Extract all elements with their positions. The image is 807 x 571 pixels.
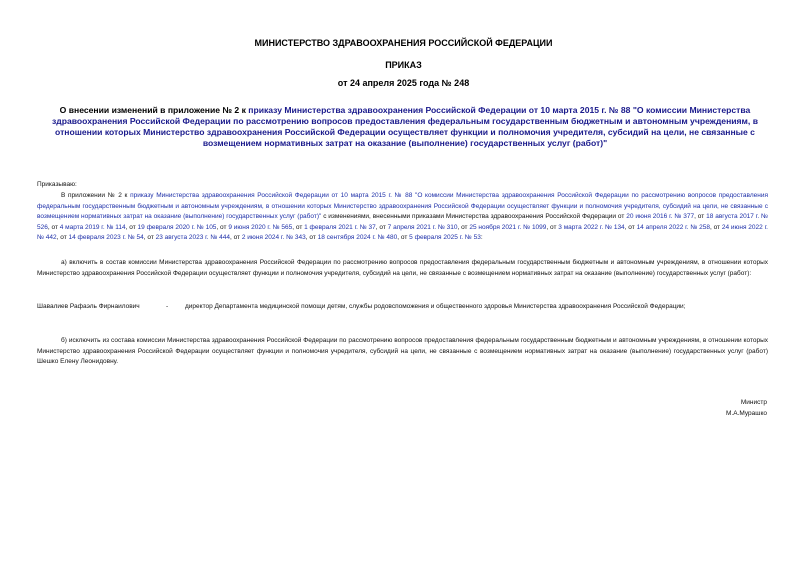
amendment-link[interactable]: 1 февраля 2021 г. № 37 [304, 223, 376, 231]
amendment-separator: , от [397, 234, 410, 241]
amendment-link[interactable]: 14 апреля 2022 г. № 258 [636, 223, 710, 231]
amendment-link[interactable]: 18 августа 2017 г. № 526 [37, 213, 768, 231]
order-preamble: Приказываю: [37, 181, 77, 188]
amendment-link[interactable]: 5 февраля 2025 г. № 53 [409, 234, 481, 241]
amendment-separator: , от [56, 234, 69, 241]
amendment-link[interactable]: 2 июня 2024 г. № 343 [241, 234, 306, 241]
amendment-link[interactable]: 24 июня 2022 г. № 442 [37, 223, 768, 241]
order-title-link[interactable]: приказу Министерства здравоохранения Российской Федерации от 10 марта 2015 г. № 88 "О комиссии Министерства здравоохранения Российской Федерации по рассмотрению вопросов предоставления федеральным государственным бюджетным и автономным учреждениям, в отношении которых Министерство здравоохранения Российской Федерации осуществляет функции и полномочия учредителя, субсидий на цели, не связанные с возмещением нормативных затрат на оказание (выполнение) государственных услуг (работ)" [52, 105, 758, 148]
signer-name: М.А.Мурашко [725, 410, 767, 417]
amendment-separator: , от [624, 223, 637, 231]
order-heading: ПРИКАЗ [385, 60, 422, 70]
amendment-link[interactable]: 3 марта 2022 г. № 134 [558, 223, 625, 231]
paragraph-a: а) включить в состав комиссии Министерства здравоохранения Российской Федерации по рассмотрению вопросов предоставления федеральным государственным бюджетным и автономным учреждениям, в отношении которых Министерство здравоохранения Российской Федерации осуществляет функции и полномочия учредителя, субсидий на цели, не связанные с возмещением нормативных затрат на оказание (выполнение) государственных услуг (работ): [37, 259, 768, 277]
order-date: от 24 апреля 2025 года № 248 [337, 78, 470, 88]
base-order-link[interactable]: приказу Министерства здравоохранения Российской Федерации от 10 марта 2015 г. № 88 "О комиссии Министерства здравоохранения Российской Федерации по рассмотрению вопросов предоставления федеральным государственным бюджетным и автономным учреждениям, в отношении которых Министерство здравоохранения Российской Федерации осуществляет функции и полномочия учредителя, субсидий на цели, не связанные с возмещением нормативных затрат на оказание (выполнение) государственных услуг (работ)" [37, 192, 768, 220]
amendment-separator: , от [125, 223, 138, 231]
member-name: Шавалиев Рафаэль Фирнаилович [37, 303, 140, 310]
ministry-heading: МИНИСТЕРСТВО ЗДРАВООХРАНЕНИЯ РОССИЙСКОЙ ФЕДЕРАЦИИ [254, 38, 553, 48]
intro-mid: с изменениями, внесенными приказами Министерства здравоохранения Российской Федерации от [321, 213, 627, 220]
amendment-separator: , от [457, 223, 470, 231]
paragraph-b: б) исключить из состава комиссии Министерства здравоохранения Российской Федерации по рассмотрению вопросов предоставления федеральным государственным бюджетным и автономным учреждениям, в отношении которых Министерство здравоохранения Российской Федерации осуществляет функции и полномочия учредителя, субсидий на цели, не связанные с возмещением нормативных затрат на оказание (выполнение) государственных услуг (работ) Шешко Елену Леонидовну. [37, 337, 768, 365]
amendment-link[interactable]: 14 февраля 2023 г. № 54 [68, 234, 144, 241]
amendment-separator: , от [47, 223, 60, 231]
signer-title: Министр [740, 399, 767, 406]
amendment-separator: , от [216, 223, 229, 231]
amendment-link[interactable]: 4 марта 2019 г. № 114 [59, 223, 126, 231]
amendment-separator: , от [694, 213, 707, 220]
amendment-separator: : [480, 234, 483, 241]
amendment-separator: , от [143, 234, 156, 241]
member-dash: - [166, 303, 169, 310]
amendment-separator: , от [229, 234, 242, 241]
intro-paragraph [37, 191, 768, 244]
amendment-separator: , от [709, 223, 722, 231]
intro-prefix: В приложении № 2 к [61, 192, 131, 199]
amendment-link[interactable]: 20 июня 2016 г. № 377 [626, 213, 695, 220]
amendment-link[interactable]: 23 августа 2023 г. № 444 [155, 234, 230, 241]
amendment-link[interactable]: 25 ноября 2021 г. № 1099 [469, 223, 547, 231]
amendment-link[interactable]: 7 апреля 2021 г. № 310 [387, 223, 458, 231]
amendment-separator: , от [292, 223, 305, 231]
amendment-separator: , от [375, 223, 388, 231]
member-role: директор Департамента медицинской помощи детям, службы родовспоможения и общественного здоровья Министерства здравоохранения Российской Федерации; [185, 303, 686, 310]
amendment-separator: , от [305, 234, 318, 241]
amendment-link[interactable]: 18 сентября 2024 г. № 480 [317, 234, 398, 241]
amendment-separator: , от [546, 223, 559, 231]
amendment-link[interactable]: 19 февраля 2020 г. № 105 [137, 223, 217, 231]
order-title [44, 105, 766, 149]
order-title-prefix: О внесении изменений в приложение № 2 к [59, 105, 249, 115]
amendment-link[interactable]: 9 июня 2020 г. № 565 [228, 223, 293, 231]
